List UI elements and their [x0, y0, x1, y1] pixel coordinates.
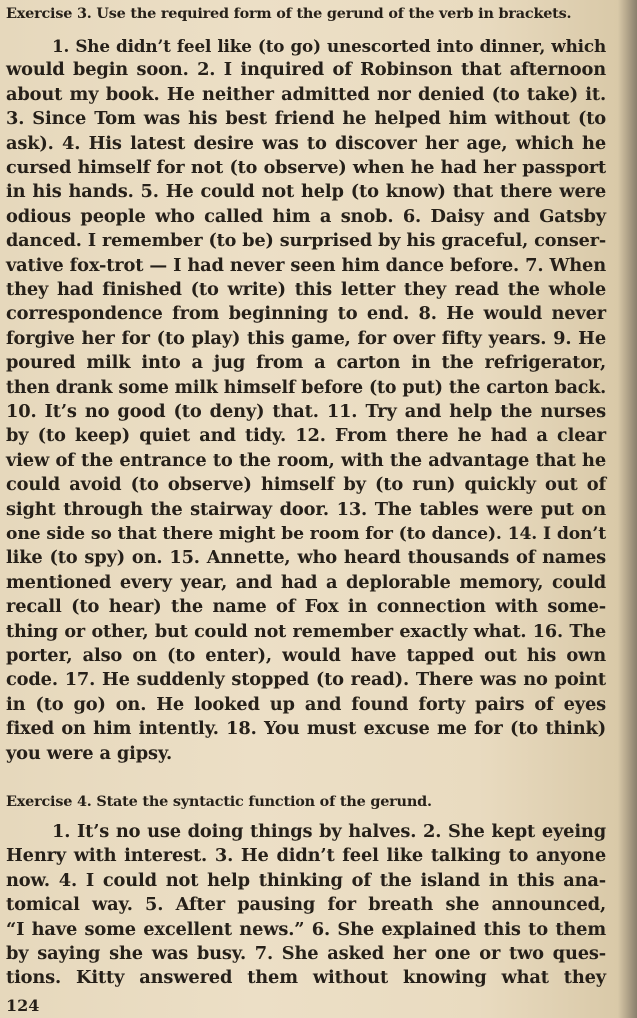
exercise-3-line: porter, also on (to enter), would have tapped out his own — [6, 645, 606, 666]
exercise-3-heading: Exercise 3. Use the required form of the gerund of the verb in brackets. — [6, 5, 572, 22]
exercise-3-line: by (to keep) quiet and tidy. 12. From there he had a clear — [6, 425, 606, 447]
exercise-4-line: by saying she was busy. 7. She asked her one or two ques- — [6, 943, 606, 964]
exercise-3-line: in his hands. 5. He could not help (to know) that there were — [6, 181, 606, 203]
exercise-3-line: forgive her for (to play) this game, for over fifty years. 9. He — [6, 327, 606, 349]
exercise-3-line: could avoid (to observe) himself by (to run) quickly out of — [6, 474, 606, 496]
exercise-3-line: odious people who called him a snob. 6. Daisy and Gatsby — [6, 205, 606, 227]
exercise-3-line: recall (to hear) the name of Fox in connection with some- — [6, 596, 606, 618]
exercise-3-line: 1. She didn’t feel like (to go) unescorted into dinner, which — [52, 36, 606, 56]
exercise-3-line: 10. It’s no good (to deny) that. 11. Try and help the nurses — [6, 401, 606, 422]
exercise-3-line: poured milk into a jug from a carton in the refrigerator, — [6, 352, 606, 374]
exercise-3-line: view of the entrance to the room, with the advantage that he — [6, 449, 606, 471]
exercise-3-line: in (to go) on. He looked up and found forty pairs of eyes — [6, 693, 606, 715]
exercise-3-line: about my book. He neither admitted nor denied (to take) it. — [6, 83, 606, 105]
exercise-4-line: 1. It’s no use doing things by halves. 2. She kept eyeing — [52, 821, 606, 842]
exercise-3-line: vative fox-trot — I had never seen him dance before. 7. When — [6, 254, 606, 276]
exercise-3-line: 3. Since Tom was his best friend he helped him without (to — [6, 108, 606, 130]
exercise-4-line: tomical way. 5. After pausing for breath she announced, — [6, 894, 606, 916]
page-number: 124 — [6, 996, 40, 1015]
exercise-3-line: sight through the stairway door. 13. The tables were put on — [6, 498, 606, 520]
exercise-3-line: cursed himself for not (to observe) when he had her passport — [6, 157, 606, 178]
exercise-3-line: they had finished (to write) this letter they read the whole — [6, 279, 606, 300]
exercise-3-line: mentioned every year, and had a deplorable memory, could — [6, 571, 606, 593]
exercise-4-line: tions. Kitty answered them without knowing what they — [6, 967, 606, 989]
exercise-4-line: Henry with interest. 3. He didn’t feel like talking to anyone — [6, 845, 606, 867]
book-page — [6, 0, 612, 1018]
exercise-3-line: like (to spy) on. 15. Annette, who heard thousands of names — [6, 547, 606, 569]
exercise-3-line: code. 17. He suddenly stopped (to read). There was no point — [6, 669, 606, 691]
exercise-3-line: one side so that there might be room for (to dance). 14. I don’t — [6, 524, 606, 544]
exercise-4-line: now. 4. I could not help thinking of the island in this ana- — [6, 869, 606, 891]
exercise-4-line: “I have some excellent news.” 6. She explained this to them — [6, 918, 606, 940]
exercise-3-line: ask). 4. His latest desire was to discover her age, which he — [6, 132, 606, 154]
exercise-3-line: correspondence from beginning to end. 8. He would never — [6, 303, 606, 325]
exercise-3-line: would begin soon. 2. I inquired of Robinson that afternoon — [6, 59, 606, 81]
exercise-3-line: then drank some milk himself before (to put) the carton back. — [6, 377, 606, 398]
exercise-3-line: danced. I remember (to be) surprised by his graceful, conser- — [6, 230, 606, 252]
exercise-3-line: you were a gipsy. — [6, 742, 173, 764]
exercise-3-line: fixed on him intently. 18. You must excuse me for (to think) — [6, 718, 606, 740]
exercise-3-line: thing or other, but could not remember exactly what. 16. The — [6, 620, 606, 642]
exercise-4-heading: Exercise 4. State the syntactic function of the gerund. — [6, 793, 432, 810]
